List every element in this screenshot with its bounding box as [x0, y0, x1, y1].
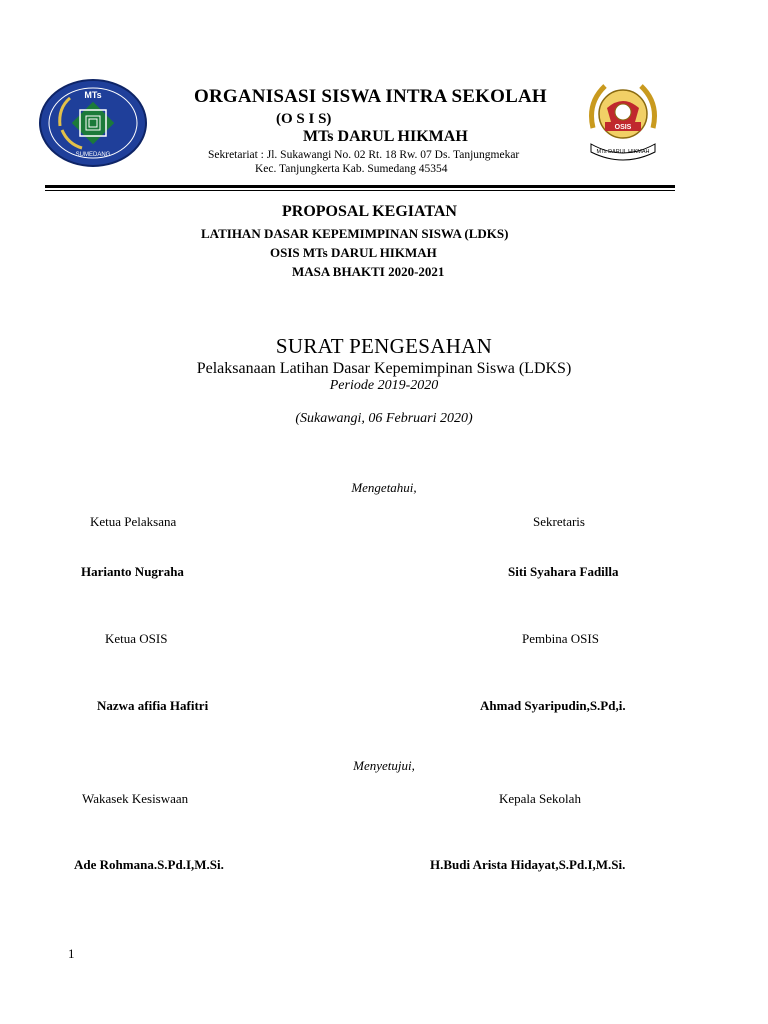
role-kepala-sekolah: Kepala Sekolah: [499, 791, 581, 806]
logo-right-band-text: OSIS: [614, 124, 632, 131]
role-ketua-osis: Ketua OSIS: [105, 631, 168, 646]
school-name: MTs DARUL HIKMAH: [303, 128, 468, 145]
proposal-line-2: OSIS MTs DARUL HIKMAH: [270, 245, 437, 260]
role-wakasek: Wakasek Kesiswaan: [82, 791, 189, 806]
role-pembina-osis: Pembina OSIS: [522, 631, 599, 646]
surat-title: SURAT PENGESAHAN: [275, 334, 493, 358]
surat-subtitle: Pelaksanaan Latihan Dasar Kepemimpinan Siswa (LDKS): [196, 360, 572, 377]
proposal-line-3: MASA BHAKTI 2020-2021: [292, 264, 445, 279]
osis-emblem-icon: [583, 78, 663, 162]
logo-left-top-text: MTs: [84, 90, 102, 100]
logo-left-bottom-text: SUMEDANG: [75, 152, 111, 158]
address-line-1: Sekretariat : Jl. Sukawangi No. 02 Rt. 18 Rw. 07 Ds. Tanjungmekar: [208, 149, 520, 161]
logo-right-ribbon-text: MTs DARUL HIKMAH: [596, 149, 650, 155]
org-name: ORGANISASI SISWA INTRA SEKOLAH: [194, 86, 547, 107]
menyetujui-label: Menyetujui,: [353, 758, 415, 773]
role-sekretaris: Sekretaris: [533, 514, 585, 529]
surat-date: (Sukawangi, 06 Februari 2020): [295, 411, 473, 426]
osis-abbrev: (O S I S): [276, 111, 332, 127]
surat-period: Periode 2019-2020: [329, 378, 439, 393]
proposal-line-1: LATIHAN DASAR KEPEMIMPINAN SISWA (LDKS): [201, 226, 509, 241]
name-sekretaris: Siti Syahara Fadilla: [508, 564, 619, 579]
letterhead-rule-thin: [45, 190, 675, 191]
letterhead-rule: [45, 185, 675, 188]
address-line-2: Kec. Tanjungkerta Kab. Sumedang 45354: [255, 163, 448, 175]
name-wakasek: Ade Rohmana.S.Pd.I,M.Si.: [74, 857, 224, 872]
mts-emblem-icon: [38, 78, 148, 168]
proposal-title: PROPOSAL KEGIATAN: [282, 203, 457, 220]
page-number: 1: [68, 946, 75, 961]
name-ketua-pelaksana: Harianto Nugraha: [81, 564, 184, 579]
role-ketua-pelaksana: Ketua Pelaksana: [90, 514, 177, 529]
name-ketua-osis: Nazwa afifia Hafitri: [97, 698, 209, 713]
name-pembina-osis: Ahmad Syaripudin,S.Pd,i.: [480, 698, 626, 713]
name-kepala-sekolah: H.Budi Arista Hidayat,S.Pd.I,M.Si.: [430, 857, 626, 872]
mengetahui-label: Mengetahui,: [351, 480, 417, 495]
